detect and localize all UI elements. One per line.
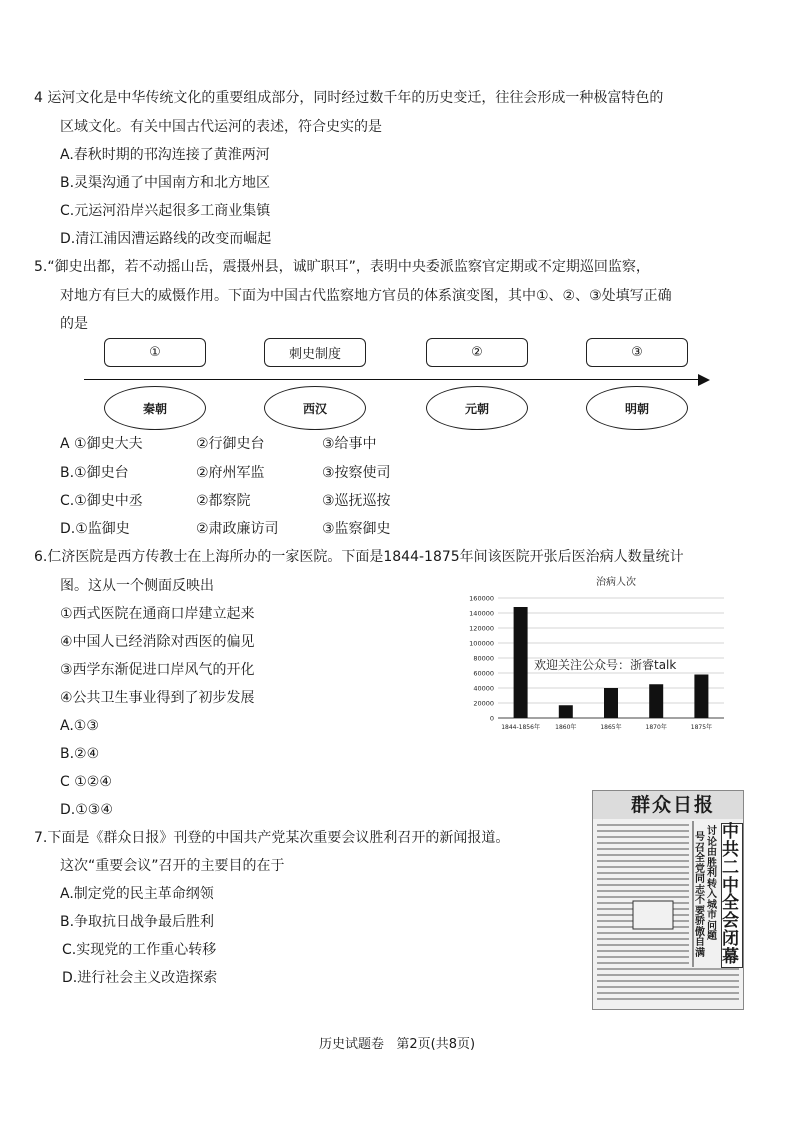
chart-y-tick-label: 120000 (469, 624, 494, 633)
q6-option-d: D.①③④ (60, 802, 113, 818)
q7-option-d: D.进行社会主义改造探索 (62, 970, 218, 986)
chart-bar (604, 688, 618, 718)
chart-x-tick-label: 1860年 (555, 724, 577, 731)
chart-x-tick-label: 1870年 (645, 724, 667, 731)
chart-bar (694, 675, 708, 719)
timeline-arrow-head (698, 374, 710, 386)
newspaper-subhead-2: 号召全党同志不要骄傲自满 (695, 832, 705, 959)
q5-option-d-1: D.①监御史 (60, 521, 130, 537)
q6-statement-4: ④公共卫生事业得到了初步发展 (60, 690, 255, 706)
q5-option-b-1: B.①御史台 (60, 465, 129, 481)
q6-stem-line1: 6.仁济医院是西方传教士在上海所办的一家医院。下面是1844-1875年间该医院开张后医治病人数量统计 (34, 549, 684, 565)
q7-stem-line2: 这次“重要会议”召开的主要目的在于 (60, 858, 285, 874)
chart-bar (514, 607, 528, 718)
q4-option-b: B.灵渠沟通了中国南方和北方地区 (60, 175, 271, 191)
watermark-text: 欢迎关注公众号：浙睿talk (534, 658, 677, 672)
era-oval-4: 明朝 (586, 386, 688, 430)
newspaper-masthead: 群众日报 (631, 794, 716, 816)
q5-option-a-3: ③给事中 (322, 436, 377, 452)
q6-option-c: C ①②④ (60, 774, 112, 790)
q5-option-c-3: ③巡抚巡按 (322, 493, 391, 509)
chart-bar (559, 705, 573, 718)
q5-option-a-1: A ①御史大夫 (60, 436, 143, 452)
diagram-box-3: ② (426, 338, 528, 367)
q4-option-c: C.元运河沿岸兴起很多工商业集镇 (60, 203, 271, 219)
q5-option-a-2: ②行御史台 (196, 436, 265, 452)
q5-stem-line3: 的是 (60, 316, 88, 332)
q7-stem-line1: 7.下面是《群众日报》刊登的中国共产党某次重要会议胜利召开的新闻报道。 (34, 830, 510, 846)
chart-y-tick-label: 20000 (473, 699, 494, 708)
era-oval-2: 西汉 (264, 386, 366, 430)
chart-title: 治病人次 (596, 577, 636, 588)
q5-stem-line2: 对地方有巨大的威慑作用。下面为中国古代监察地方官员的体系演变图，其中①、②、③处填写正确 (60, 288, 672, 304)
q4-stem-line1: 4 运河文化是中华传统文化的重要组成部分，同时经过数千年的历史变迁，往往会形成一种极富特色的 (34, 90, 664, 106)
chart-y-tick-label: 100000 (469, 639, 494, 648)
q7-option-b: B.争取抗日战争最后胜利 (60, 914, 215, 930)
chart-y-tick-label: 80000 (473, 654, 494, 663)
chart-y-tick-label: 0 (489, 714, 494, 723)
q7-option-c: C.实现党的工作重心转移 (62, 942, 217, 958)
timeline-arrow-line (84, 379, 700, 380)
q6-option-b: B.②④ (60, 746, 100, 762)
q5-option-d-2: ②肃政廉访司 (196, 521, 279, 537)
chart-y-tick-label: 40000 (473, 684, 494, 693)
patients-bar-chart (456, 572, 732, 740)
newspaper-headline: 中共二中全会闭幕 (721, 823, 743, 968)
q4-option-d: D.清江浦因漕运路线的改变而崛起 (60, 231, 272, 247)
chart-y-tick-label: 60000 (473, 669, 494, 678)
q6-stem-line2: 图。这从一个侧面反映出 (60, 578, 214, 594)
q4-stem-line2: 区域文化。有关中国古代运河的表述，符合史实的是 (60, 119, 382, 135)
q4-option-a: A.春秋时期的邗沟连接了黄淮两河 (60, 147, 270, 163)
q5-option-c-2: ②都察院 (196, 493, 251, 509)
chart-x-tick-label: 1875年 (690, 724, 713, 731)
q5-option-d-3: ③监察御史 (322, 521, 391, 537)
q7-option-a: A.制定党的民主革命纲领 (60, 886, 214, 902)
chart-bar (649, 684, 663, 718)
diagram-box-2: 刺史制度 (264, 338, 366, 367)
page-footer: 历史试题卷 第2页(共8页) (318, 1037, 476, 1052)
era-oval-1: 秦朝 (104, 386, 206, 430)
chart-y-tick-label: 160000 (469, 594, 494, 603)
chart-x-tick-label: 1844-1856年 (501, 724, 540, 731)
q6-statement-3: ③西学东渐促进口岸风气的开化 (60, 662, 255, 678)
q5-option-b-3: ③按察使司 (322, 465, 391, 481)
q6-statement-2: ④中国人已经消除对西医的偏见 (60, 634, 255, 650)
q5-option-c-1: C.①御史中丞 (60, 493, 143, 509)
newspaper-subhead-1: 讨论由胜利转入城市问题 (707, 826, 717, 942)
diagram-box-4: ③ (586, 338, 688, 367)
diagram-box-1: ① (104, 338, 206, 367)
chart-y-tick-label: 140000 (469, 609, 494, 618)
newspaper-clipping (592, 790, 744, 1010)
q5-stem-line1: 5.“御史出都，若不动摇山岳，震摄州县，诚旷职耳”，表明中央委派监察官定期或不定期巡回监察， (34, 259, 650, 275)
q5-option-b-2: ②府州军监 (196, 465, 265, 481)
chart-x-tick-label: 1865年 (600, 724, 622, 731)
q6-option-a: A.①③ (60, 718, 99, 734)
era-oval-3: 元朝 (426, 386, 528, 430)
q6-statement-1: ①西式医院在通商口岸建立起来 (60, 606, 255, 622)
